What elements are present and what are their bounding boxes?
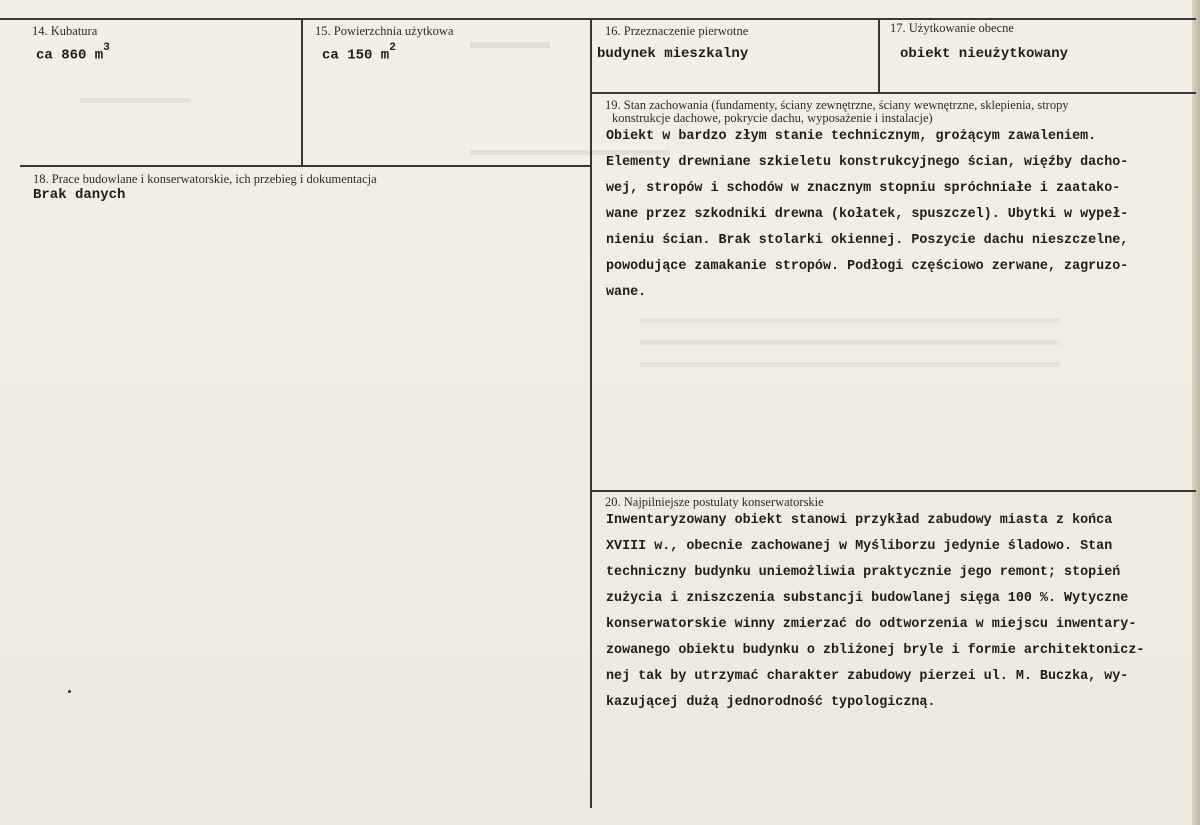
field-20-line: kazującej dużą jednorodność typologiczną.: [606, 695, 936, 710]
field-19-text: [606, 124, 1128, 306]
field-19-line: wane przez szkodniki drewna (kołatek, spuszczel). Ubytki w wypeł-: [606, 207, 1129, 222]
field-17-value: obiekt nieużytkowany: [900, 46, 1069, 62]
field-18-value: Brak danych: [33, 187, 126, 203]
divider-16-17: [878, 18, 880, 92]
field-20-text: [606, 508, 1144, 716]
field-20-line: zużycia i zniszczenia substancji budowlanej sięga 100 %. Wytyczne: [606, 591, 1129, 606]
divider-14-15: [301, 18, 303, 166]
rule-under-14-15: [20, 165, 590, 167]
field-14-value: ca 860 $m^3$: [36, 42, 110, 64]
field-14-label: 14. Kubatura: [32, 24, 98, 38]
field-20-line: XVIII w., obecnie zachowanej w Myśliborzu jedynie śladowo. Stan: [606, 539, 1113, 554]
field-15-value: ca 150 $m^2$: [322, 42, 396, 64]
top-rule: [0, 18, 1196, 20]
field-20-label: 20. Najpilniejsze postulaty konserwatorskie: [605, 495, 824, 509]
field-19-line: wej, stropów i schodów w znacznym stopniu spróchniałe i zaatako-: [606, 181, 1121, 196]
field-19-label-line-2: konstrukcje dachowe, pokrycie dachu, wyposażenie i instalacje): [612, 111, 933, 125]
field-20-line: techniczny budynku uniemożliwia praktycznie jego remont; stopień: [606, 565, 1121, 580]
ink-speck: [68, 690, 71, 693]
field-19-line: wane.: [606, 285, 647, 300]
rule-above-20: [590, 490, 1196, 492]
paper-edge: [1192, 0, 1200, 825]
field-20-line: zowanego obiektu budynku o zbliżonej bryle i formie architektonicz-: [606, 643, 1145, 658]
field-19-line: powodujące zamakanie stropów. Podłogi częściowo zerwane, zagruzo-: [606, 259, 1129, 274]
field-16-value: budynek mieszkalny: [597, 46, 749, 62]
field-20-line: konserwatorskie winny zmierzać do odtworzenia w miejscu inwentary-: [606, 617, 1137, 632]
field-16-label: 16. Przeznaczenie pierwotne: [605, 24, 749, 38]
field-19-line: Elementy drewniane szkieletu konstrukcyjnego ścian, więźby dacho-: [606, 155, 1129, 170]
field-15-label: 15. Powierzchnia użytkowa: [315, 24, 454, 38]
field-19-line: nieniu ścian. Brak stolarki okiennej. Poszycie dachu nieszczelne,: [606, 233, 1129, 248]
center-divider: [590, 18, 592, 808]
field-19-label-line-1: 19. Stan zachowania (fundamenty, ściany zewnętrzne, ściany wewnętrzne, sklepienia, stropy: [605, 98, 1069, 112]
rule-under-16-17: [590, 92, 1196, 94]
field-20-line: nej tak by utrzymać charakter zabudowy pierzei ul. M. Buczka, wy-: [606, 669, 1129, 684]
field-17-label: 17. Użytkowanie obecne: [890, 21, 1014, 35]
field-18-label: 18. Prace budowlane i konserwatorskie, ich przebieg i dokumentacja: [33, 172, 377, 186]
field-20-line: Inwentaryzowany obiekt stanowi przykład zabudowy miasta z końca: [606, 513, 1113, 528]
field-19-line: Obiekt w bardzo złym stanie technicznym, grożącym zawaleniem.: [606, 129, 1097, 144]
